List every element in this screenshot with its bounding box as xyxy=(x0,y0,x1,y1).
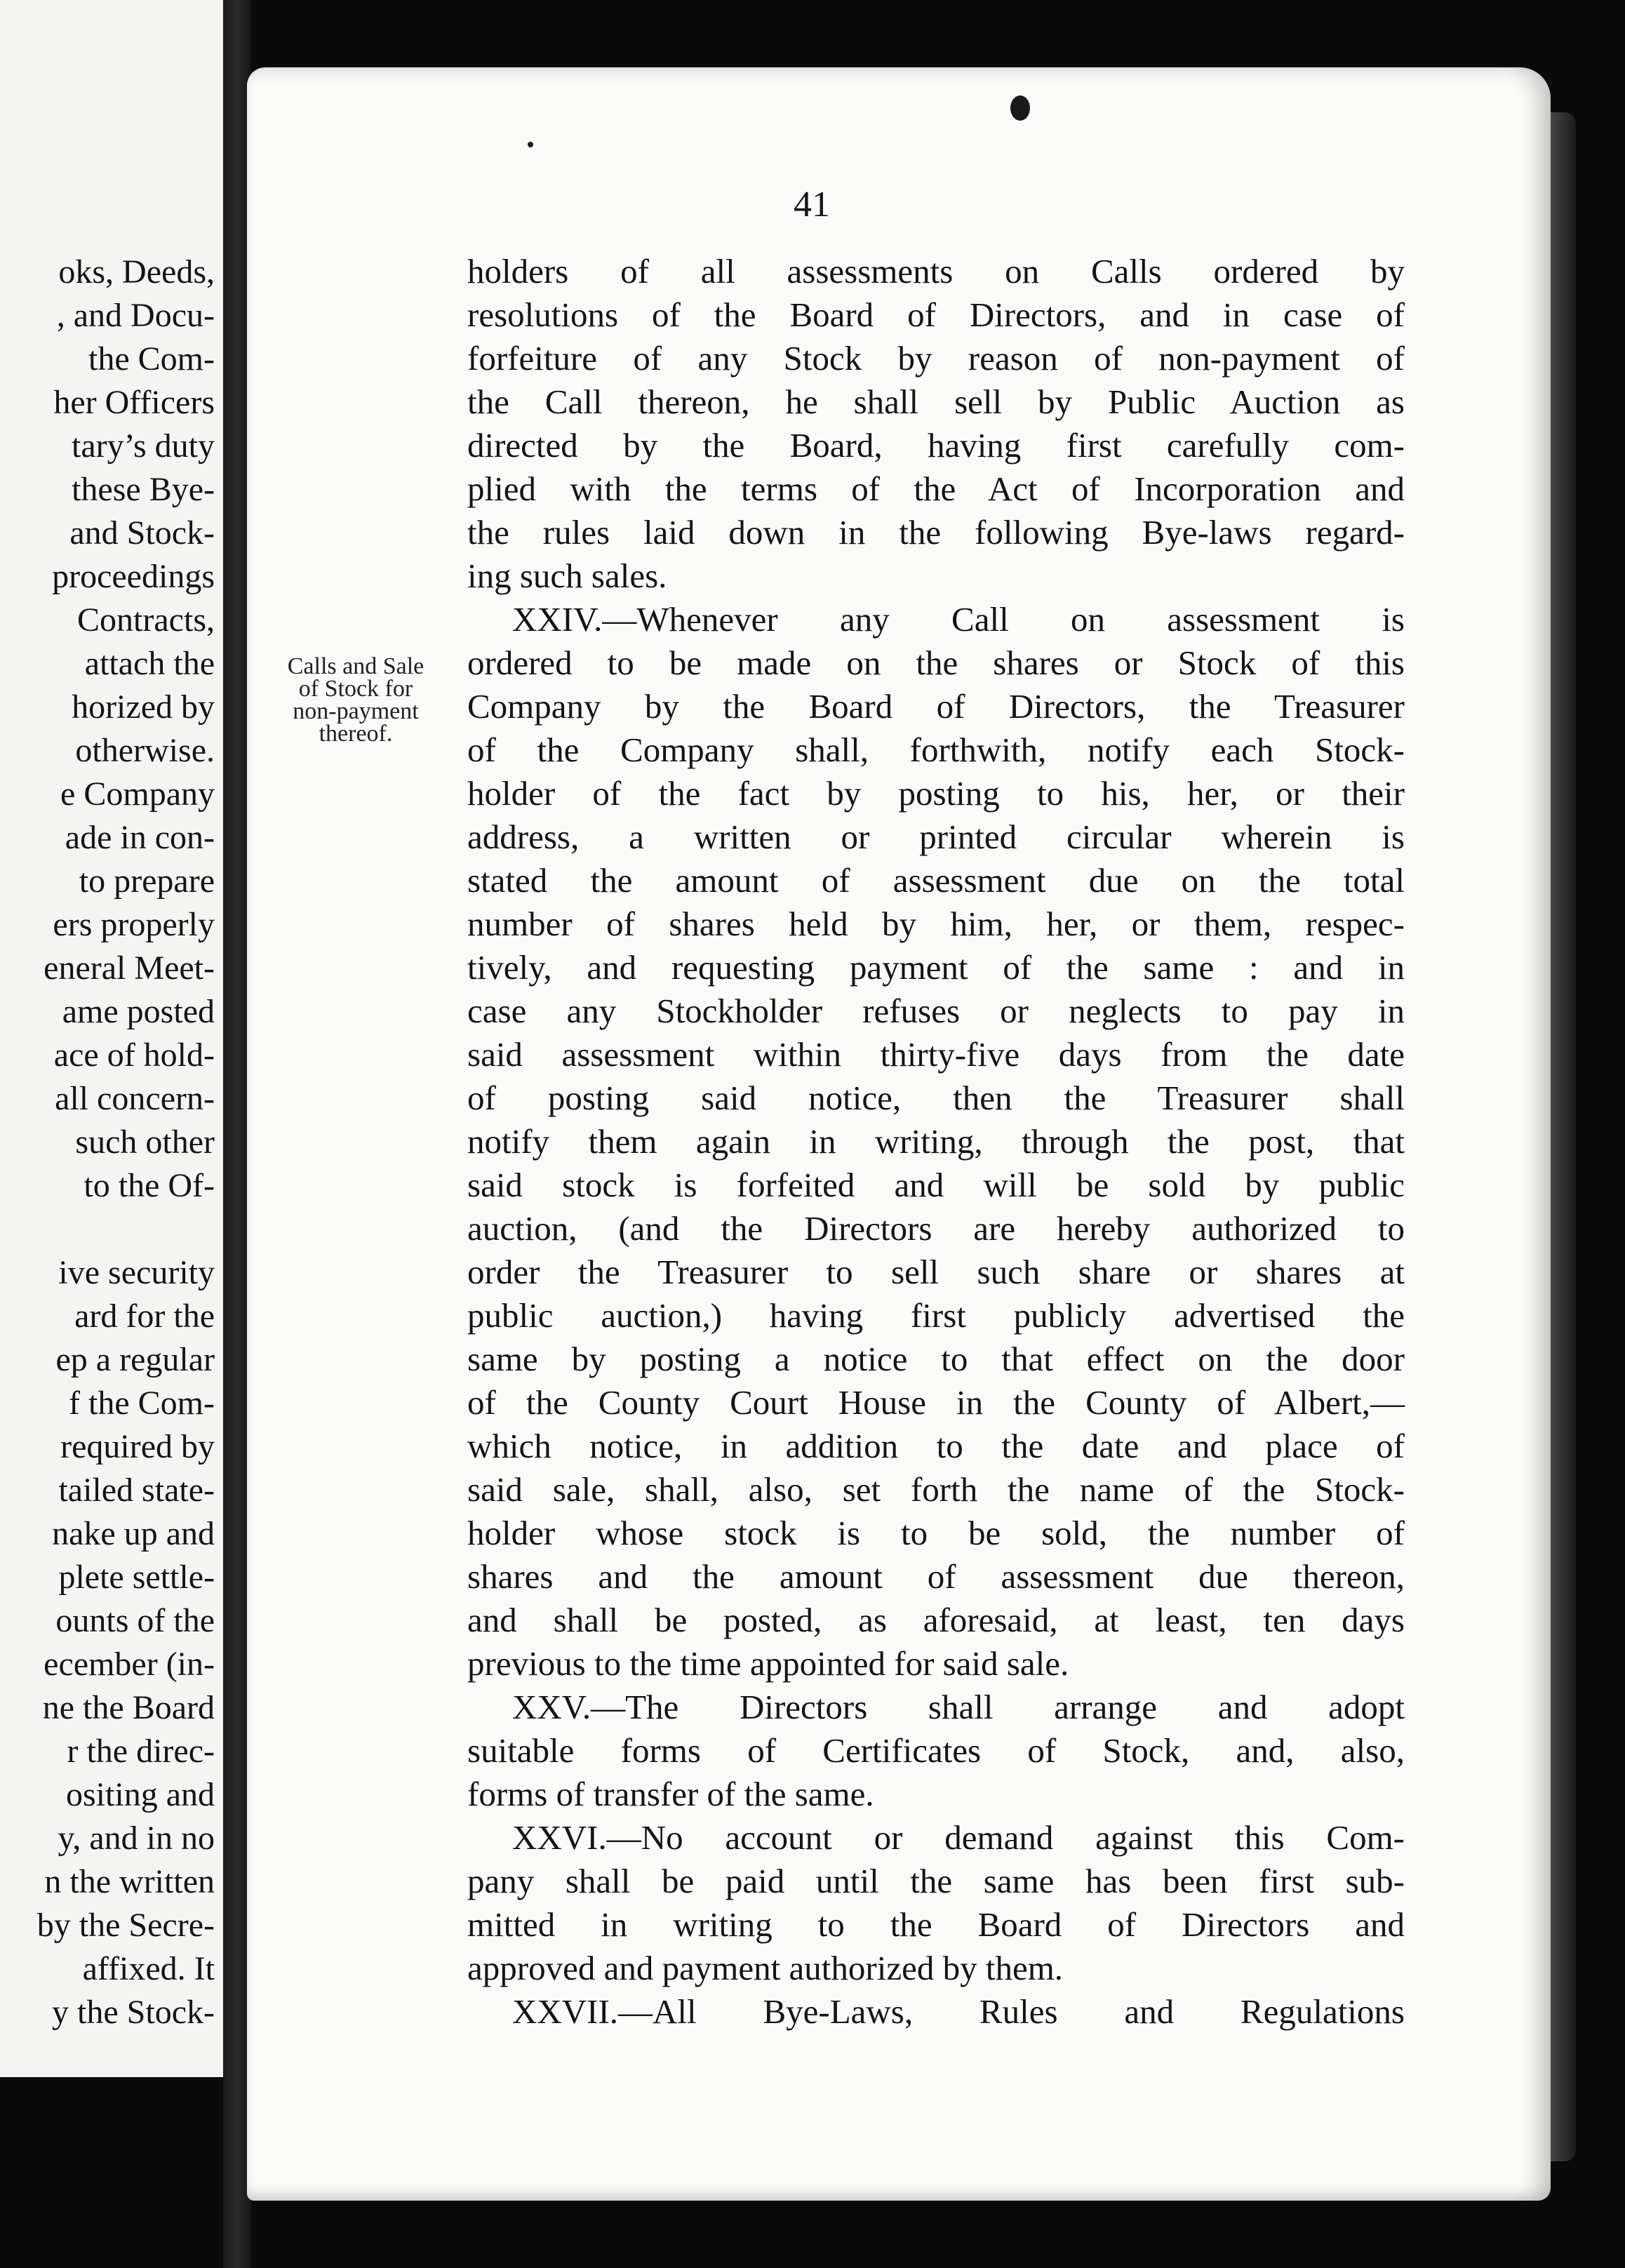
body-line: XXVII.—All Bye-Laws, Rules and Regulations xyxy=(512,1992,1405,2031)
body-line: holder of the fact by posting to his, her, or their xyxy=(467,774,1405,813)
left-page-line: , and Docu- xyxy=(56,297,215,334)
left-page-line: tailed state- xyxy=(58,1472,215,1509)
left-page-line: ade in con- xyxy=(65,819,215,856)
left-page-line: attach the xyxy=(84,645,215,682)
body-line: XXV.—The Directors shall arrange and adopt xyxy=(512,1688,1405,1726)
left-page-line: ace of hold- xyxy=(53,1036,215,1074)
left-page-line: ard for the xyxy=(74,1298,215,1335)
body-line: resolutions of the Board of Directors, and in case of xyxy=(467,295,1405,334)
left-page-line: these Bye- xyxy=(72,471,215,508)
previous-page-fragment xyxy=(0,0,223,2077)
left-page-line: otherwise. xyxy=(75,732,215,769)
body-line: auction, (and the Directors are hereby authorized to xyxy=(467,1209,1405,1248)
page-edge-shadow xyxy=(1551,112,1576,2161)
margin-note-line: non-payment xyxy=(293,698,419,724)
body-line: shares and the amount of assessment due thereon, xyxy=(467,1557,1405,1596)
ink-speck xyxy=(528,142,533,147)
left-page-line: ositing and xyxy=(66,1776,215,1813)
left-page-line: such other xyxy=(75,1123,215,1161)
body-line: order the Treasurer to sell such share or shares at xyxy=(467,1253,1405,1291)
left-page-line: proceedings xyxy=(52,558,215,595)
left-page-line: and Stock- xyxy=(69,514,215,552)
body-line: forms of transfer of the same. xyxy=(467,1775,874,1813)
left-page-line: ounts of the xyxy=(55,1602,215,1639)
body-line: ing such sales. xyxy=(467,556,667,595)
left-page-line: ive security xyxy=(58,1254,215,1291)
left-page-line: e Company xyxy=(60,775,215,813)
left-page-line: y the Stock- xyxy=(52,1994,215,2031)
body-line: forfeiture of any Stock by reason of non-payment of xyxy=(467,339,1405,378)
left-page-line: eneral Meet- xyxy=(44,949,215,987)
body-line: stated the amount of assessment due on the total xyxy=(467,861,1405,900)
left-page-line: horized by xyxy=(72,688,215,726)
body-text xyxy=(467,250,1405,2034)
left-page-line: by the Secre- xyxy=(36,1907,215,1944)
body-line: and shall be posted, as aforesaid, at least, ten days xyxy=(467,1601,1405,1639)
left-page-line: Contracts, xyxy=(77,601,215,639)
ink-blot xyxy=(1010,95,1030,121)
body-line: said assessment within thirty-five days from the date xyxy=(467,1035,1405,1074)
left-page-line: y, and in no xyxy=(58,1820,215,1857)
body-line: which notice, in addition to the date and place of xyxy=(467,1427,1405,1465)
body-line: mitted in writing to the Board of Directors and xyxy=(467,1905,1405,1944)
body-line: suitable forms of Certificates of Stock, and, also, xyxy=(467,1731,1405,1770)
body-line: address, a written or printed circular wherein is xyxy=(467,818,1405,856)
margin-note-line: Calls and Sale xyxy=(287,653,424,679)
body-line: directed by the Board, having first carefully com- xyxy=(467,426,1405,465)
body-line: of the Company shall, forthwith, notify each Stock- xyxy=(467,731,1405,769)
body-line: tively, and requesting payment of the same : and in xyxy=(467,948,1405,987)
left-page-line: to prepare xyxy=(79,862,215,900)
body-line: plied with the terms of the Act of Incorporation and xyxy=(467,469,1405,508)
margin-note xyxy=(261,655,450,745)
left-page-line: oks, Deeds, xyxy=(58,253,215,291)
body-line: Company by the Board of Directors, the Treasurer xyxy=(467,687,1405,726)
body-line: number of shares held by him, her, or them, respec- xyxy=(467,905,1405,943)
body-line: ordered to be made on the shares or Stock of this xyxy=(467,643,1405,682)
left-page-line: to the Of- xyxy=(83,1167,215,1204)
body-line: of the County Court House in the County of Albert,— xyxy=(467,1383,1405,1422)
body-line: XXVI.—No account or demand against this Com- xyxy=(512,1818,1405,1857)
left-page-line: f the Com- xyxy=(69,1385,215,1422)
left-page-line: ers properly xyxy=(53,906,215,943)
left-page-line: required by xyxy=(60,1428,215,1465)
left-page-line: ecember (in- xyxy=(44,1646,215,1683)
body-line: same by posting a notice to that effect on the door xyxy=(467,1340,1405,1378)
margin-note-line: of Stock for xyxy=(298,676,413,702)
page-number: 41 xyxy=(794,185,830,225)
left-page-line: the Com- xyxy=(88,340,215,378)
body-line: holder whose stock is to be sold, the number of xyxy=(467,1514,1405,1552)
left-page-line: her Officers xyxy=(53,384,215,421)
body-line: of posting said notice, then the Treasurer shall xyxy=(467,1079,1405,1117)
body-line: public auction,) having first publicly advertised the xyxy=(467,1296,1405,1335)
body-line: XXIV.—Whenever any Call on assessment is xyxy=(512,600,1405,639)
body-line: said stock is forfeited and will be sold by public xyxy=(467,1166,1405,1204)
body-line: the Call thereon, he shall sell by Public Auction as xyxy=(467,382,1405,421)
body-line: holders of all assessments on Calls ordered by xyxy=(467,252,1405,291)
left-page-line: ame posted xyxy=(62,993,215,1030)
margin-note-line: thereof. xyxy=(319,721,393,747)
left-page-line: plete settle- xyxy=(58,1559,215,1596)
left-page-line: ep a regular xyxy=(55,1341,215,1378)
body-line: pany shall be paid until the same has been first sub- xyxy=(467,1862,1405,1900)
left-page-line: n the written xyxy=(44,1863,215,1900)
left-page-line: all concern- xyxy=(55,1080,215,1117)
left-page-line: affixed. It xyxy=(82,1950,215,1987)
left-page-line: r the direc- xyxy=(67,1733,215,1770)
body-line: previous to the time appointed for said sale. xyxy=(467,1644,1069,1683)
body-line: notify them again in writing, through the post, that xyxy=(467,1122,1405,1161)
body-line: the rules laid down in the following Bye-laws regard- xyxy=(467,513,1405,552)
body-line: approved and payment authorized by them. xyxy=(467,1949,1064,1987)
left-page-line: ne the Board xyxy=(42,1689,215,1726)
body-line: case any Stockholder refuses or neglects to pay in xyxy=(467,992,1405,1030)
left-page-line: tary’s duty xyxy=(72,427,215,465)
left-page-line: nake up and xyxy=(52,1515,215,1552)
body-line: said sale, shall, also, set forth the name of the Stock- xyxy=(467,1470,1405,1509)
